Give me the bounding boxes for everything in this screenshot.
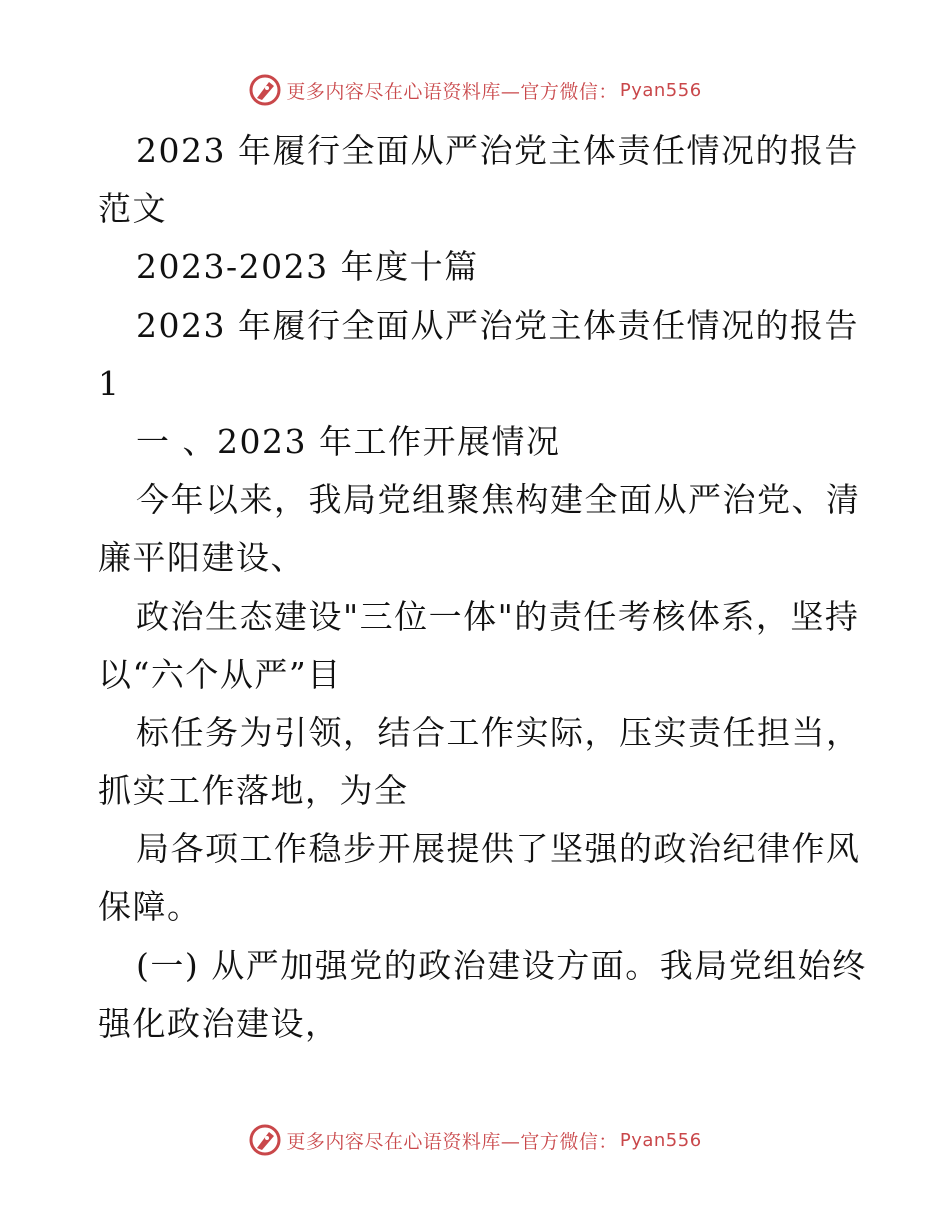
paragraph-line: 廉平阳建设、 [98, 538, 305, 578]
subsection-heading: 一 、2023 年工作开展情况 [136, 421, 561, 461]
paragraph-line: 以“六个从严”目 [98, 654, 342, 694]
paragraph-line: 标任务为引领，结合工作实际，压实责任担当， [136, 712, 861, 752]
watermark-text: 更多内容尽在心语资料库—官方微信： [286, 80, 618, 103]
document-body [98, 122, 867, 1053]
section-heading-continued: 1 [98, 363, 121, 403]
watermark-wechat-id: Pyan556 [619, 1129, 702, 1151]
paragraph-line: 抓实工作落地，为全 [98, 771, 409, 811]
paragraph-line: 政治生态建设"三位一体"的责任考核体系，坚持 [136, 596, 860, 636]
title-line-continued: 范文 [98, 189, 167, 229]
pen-nib-logo-icon [248, 1123, 282, 1157]
watermark-text: 更多内容尽在心语资料库—官方微信： [286, 1130, 618, 1153]
section-heading: 2023 年履行全面从严治党主体责任情况的报告 [136, 305, 859, 345]
header-watermark [0, 70, 950, 110]
watermark-wechat-id: Pyan556 [619, 79, 702, 101]
footer-watermark [0, 1120, 950, 1160]
paragraph-line: 强化政治建设， [98, 1003, 340, 1043]
paragraph-line: (一) 从严加强党的政治建设方面。我局党组始终 [136, 945, 867, 985]
title-line: 2023 年履行全面从严治党主体责任情况的报告 [136, 131, 859, 170]
paragraph-line: 保障。 [98, 887, 202, 927]
paragraph-line: 今年以来，我局党组聚焦构建全面从严治党、清 [136, 480, 861, 520]
paragraph-line: 局各项工作稳步开展提供了坚强的政治纪律作风 [136, 829, 861, 869]
subtitle-line: 2023-2023 年度十篇 [136, 247, 479, 287]
pen-nib-logo-icon [248, 73, 282, 107]
